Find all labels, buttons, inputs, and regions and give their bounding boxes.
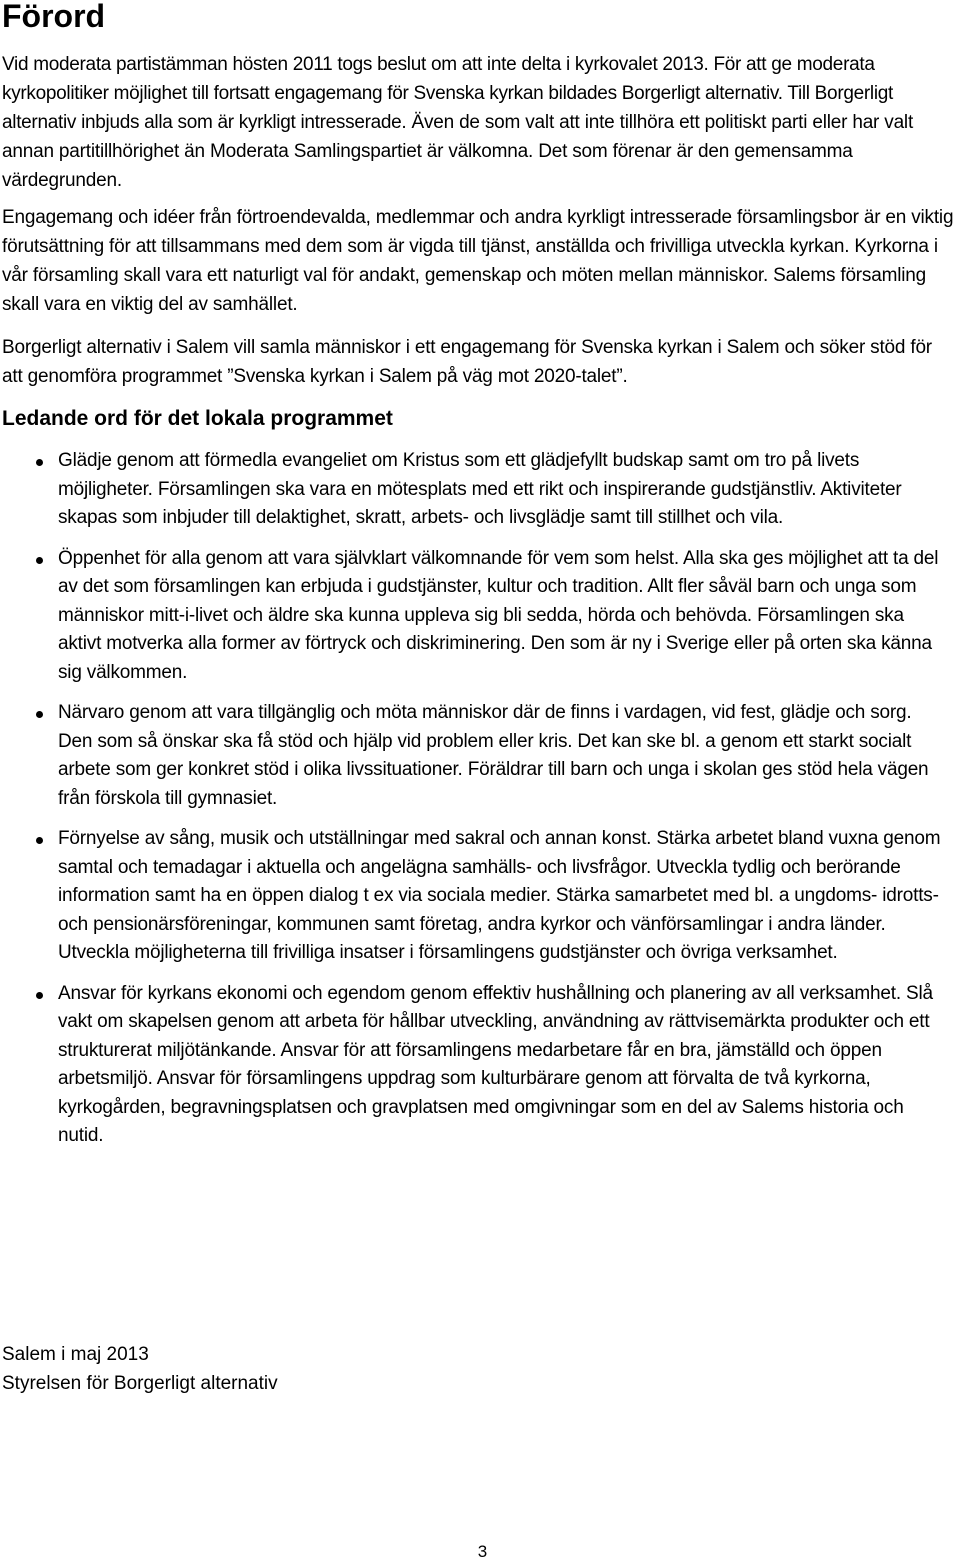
list-item-text: Ansvar för kyrkans ekonomi och egendom genom effektiv hushållning och planering av all verksamhet. Slå vakt om skapelsen genom att arbeta för hållbar utveckling, användning av rättvisemärkta produkter och ett strukturerat miljötänkande. Ansvar för att församlingens medarbetare får en bra, jämställd och öppen arbetsmiljö. Ansvar för församlingens uppdrag som kulturbärare genom att förvalta de två kyrkorna, kyrkogården, begravningsplatsen och gravplatsen med omgivningar som en del av Salems historia och nutid.	[58, 982, 933, 1146]
bullet-icon	[36, 992, 43, 999]
program-paragraph: Borgerligt alternativ i Salem vill samla människor i ett engagemang för Svenska kyrkan i Salem och söker stöd för att genomföra programmet ”Svenska kyrkan i Salem på väg mot 2020-talet”.	[2, 337, 932, 387]
list-item	[0, 825, 960, 968]
page-number: 3	[477, 1542, 488, 1561]
bullet-icon	[36, 711, 43, 718]
signature-signed-by: Styrelsen för Borgerligt alternativ	[2, 1373, 278, 1394]
intro-text-rest: Även de som valt att inte tillhöra ett politiskt parti eller har valt annan partitillhörighet än Moderata Samlingspartiet är välkomna. Det som förenar är den gemensamma värdegrunden.	[2, 112, 914, 191]
guiding-words-list	[0, 447, 960, 1163]
bullet-icon	[36, 837, 43, 844]
engagement-paragraph: Engagemang och idéer från förtroendevalda, medlemmar och andra kyrkligt intresserade församlingsbor är en viktig förutsättning för att tillsammans med dem som är vigda till tjänst, anställda och frivilliga utveckla kyrkan. Kyrkorna i vår församling skall vara ett naturligt val för andakt, gemenskap och möten mellan människor. Salems församling skall vara en viktig del av samhället.	[2, 207, 954, 315]
list-item-text: Glädje genom att förmedla evangeliet om Kristus som ett glädjefyllt budskap samt om tro på livets möjligheter. Församlingen ska vara en mötesplats med ett rikt och inspirerande gudstjänstliv. Aktiviteter skapas som inbjuder till delaktighet, skratt, arbets- och livsglädje samt till stillhet och vila.	[58, 450, 902, 528]
intro-text-sans: Vid moderata partistämman hösten 2011 togs beslut om att inte delta i kyrkovalet 2013. För att ge moderata kyrkopolitiker möjlighet till fortsatt engagemang för Svenska kyrkan bildades Borgerligt alternativ. Till Borgerligt alternativ inbjuds alla som är kyrkligt intresserade.	[2, 54, 893, 133]
list-item-text: Förnyelse av sång, musik och utställningar med sakral och annan konst. Stärka arbetet bland vuxna genom samtal och temadagar i aktuella och angelägna samhälls- och livsfrågor. Utveckla tydlig och berörande information samt ha en öppen dialog t ex via sociala medier. Stärka samarbetet med bl. a ungdoms- idrotts- och pensionärsföreningar, kommunen samt företag, andra kyrkor och vänförsamlingar i andra länder. Utveckla möjligheterna till frivilliga insatser i församlingens gudstjänster och övriga verksamhet.	[58, 828, 941, 963]
bullet-icon	[36, 459, 43, 466]
signature-block	[2, 1340, 278, 1398]
intro-paragraph	[2, 50, 957, 195]
page-title: Förord	[2, 0, 106, 34]
list-item-text: Öppenhet för alla genom att vara självklart välkomnande för vem som helst. Alla ska ges möjlighet att ta del av det som församlingen kan erbjuda i gudstjänster, kultur och tradition. Allt fler såväl barn och unga som människor mitt-i-livet och äldre ska kunna uppleva sig bli sedda, hörda och behövda. Församlingen ska aktivt motverka alla former av förtryck och diskriminering. Den som är ny i Sverige eller på orten ska känna sig välkommen.	[58, 547, 939, 683]
list-item	[0, 545, 960, 688]
list-item-text: Närvaro genom att vara tillgänglig och möta människor där de finns i vardagen, vid fest, glädje och sorg. Den som så önskar ska få stöd och hjälp vid problem eller kris. Det kan ske bl. a genom ett starkt socialt arbete som ger konkret stöd i olika livssituationer. Föräldrar till barn och unga i skolan ges stöd hela vägen från förskola till gymnasiet.	[58, 702, 929, 809]
list-item	[0, 447, 960, 533]
bullet-icon	[36, 557, 43, 564]
list-item	[0, 980, 960, 1151]
signature-place-date: Salem i maj 2013	[2, 1344, 149, 1365]
section-heading: Ledande ord för det lokala programmet	[2, 407, 393, 430]
list-item	[0, 699, 960, 813]
